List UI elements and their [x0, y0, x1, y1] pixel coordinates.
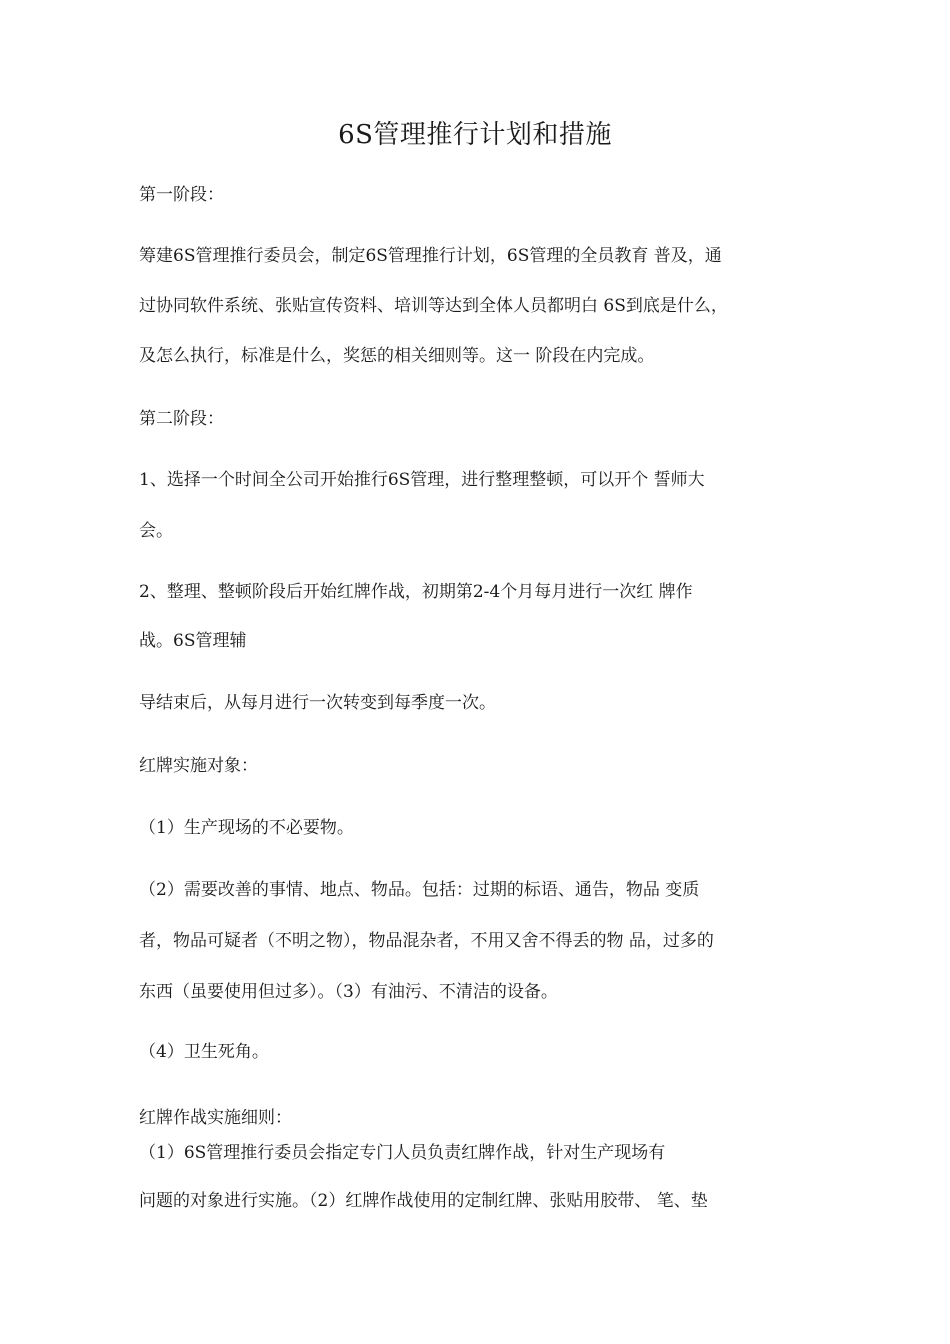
list-item: 者，物品可疑者（不明之物），物品混杂者，不用又舍不得丢的物 品，过多的 — [139, 931, 714, 951]
stage-one-heading: 第一阶段： — [139, 185, 224, 205]
list-item: （1）生产现场的不必要物。 — [139, 818, 354, 838]
paragraph-line: 导结束后，从每月进行一次转变到每季度一次。 — [139, 693, 496, 713]
list-item: 东西（虽要使用但过多）。（3）有油污、不清洁的设备。 — [139, 982, 558, 1002]
paragraph-line: 过协同软件系统、张贴宣传资料、培训等达到全体人员都明白 6S到底是什么， — [139, 296, 728, 316]
list-item: （1）6S管理推行委员会指定专门人员负责红牌作战，针对生产现场有 — [139, 1143, 666, 1163]
red-tag-targets-heading: 红牌实施对象： — [139, 756, 258, 776]
red-tag-rules-heading: 红牌作战实施细则： — [139, 1108, 292, 1128]
paragraph-line: 及怎么执行，标准是什么，奖惩的相关细则等。这一 阶段在内完成。 — [139, 346, 655, 366]
list-item: （2）需要改善的事情、地点、物品。包括：过期的标语、通告，物品 变质 — [139, 880, 700, 900]
paragraph-line: 战。6S管理辅 — [139, 631, 247, 651]
paragraph-line: 1、选择一个时间全公司开始推行6S管理，进行整理整顿，可以开个 誓师大 — [139, 470, 705, 490]
stage-two-heading: 第二阶段： — [139, 409, 224, 429]
paragraph-line: 2、整理、整顿阶段后开始红牌作战，初期第2-4个月每月进行一次红 牌作 — [139, 582, 693, 602]
list-item: （4）卫生死角。 — [139, 1042, 269, 1062]
document-title: 6S管理推行计划和措施 — [338, 120, 612, 150]
paragraph-line: 会。 — [139, 521, 173, 541]
paragraph-line: 筹建6S管理推行委员会，制定6S管理推行计划，6S管理的全员教育 普及，通 — [139, 246, 722, 266]
list-item: 问题的对象进行实施。（2）红牌作战使用的定制红牌、张贴用胶带、 笔、垫 — [139, 1191, 708, 1211]
